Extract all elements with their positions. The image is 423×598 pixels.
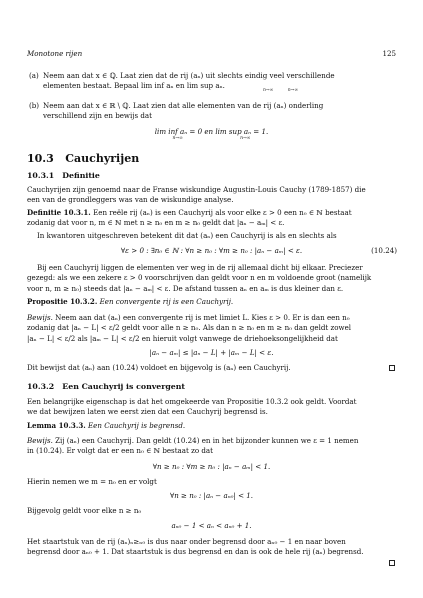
subsection-number: 10.3.1 bbox=[27, 171, 55, 180]
intro-line2: een van de grondleggers was van de wiskundige analyse. bbox=[27, 195, 234, 205]
bounded-equation-2: ∀n ≥ n₀ : |aₙ − aₙ₀| < 1. bbox=[169, 491, 254, 500]
exercise-a-label: (a) bbox=[29, 71, 39, 80]
proposition-text: Een convergente rij is een Cauchyrij. bbox=[99, 297, 234, 306]
page-number: 125 bbox=[382, 49, 396, 58]
subsection2-number: 10.3.2 bbox=[27, 382, 55, 391]
qed-square-icon bbox=[389, 560, 395, 566]
proposition-block bbox=[27, 297, 399, 307]
definition-block bbox=[27, 208, 399, 229]
explanation-line2: gezegd: als we een zekere ε > 0 voorschrijven dan geldt voor n en m voldoende groot (namelijk bbox=[27, 273, 372, 283]
explanation-line1: Bij een Cauchyrij liggen de elementen ver weg in de rij allemaal dicht bij elkaar. Preciezer bbox=[37, 263, 363, 272]
subsection2-title: Een Cauchyrij is convergent bbox=[62, 382, 186, 391]
bounded-equation-1: ∀n ≥ n₀ : ∀m ≥ n₀ : |aₙ − aₘ| < 1. bbox=[152, 462, 271, 471]
proof2-label: Bewijs. bbox=[27, 436, 53, 445]
intro-paragraph bbox=[27, 185, 399, 206]
exercise-b-label: (b) bbox=[29, 101, 40, 110]
definition-line1: Een reële rij (aₙ) is een Cauchyrij als voor elke ε > 0 een n₀ ∈ ℕ bestaat bbox=[93, 208, 352, 217]
proof2-line1: Zij (aₙ) een Cauchyrij. Dan geldt (10.24) en in het bijzonder kunnen we ε = 1 nemen bbox=[55, 436, 359, 445]
intro-line1: Cauchyrijen zijn genoemd naar de Franse wiskundige Augustin-Louis Cauchy (1789-1857) die bbox=[27, 185, 366, 194]
exercise-a-limit-subscript: n→∞ n→∞ bbox=[263, 88, 299, 93]
proof-label: Bewijs. bbox=[27, 313, 53, 322]
proof1-line2: zodanig dat |aₙ − L| < ε/2 geldt voor alle n ≥ n₀. Als dan n ≥ n₀ en m ≥ n₀ dan geldt zowel bbox=[27, 323, 352, 333]
proof-lemma bbox=[27, 436, 399, 457]
proof1-conclusion: Dit bewijst dat (aₙ) aan (10.24) voldoet en bijgevolg is (aₙ) een Cauchyrij. bbox=[27, 363, 291, 372]
subsection-title: Definitie bbox=[62, 171, 100, 180]
subsection-heading-definitie bbox=[27, 171, 100, 180]
proof2-line3: Hierin nemen we m = n₀ en er volgt bbox=[27, 477, 157, 486]
proposition-label: Propositie 10.3.2. bbox=[27, 297, 98, 306]
exercise-b-line1: Neem aan dat x ∈ ℝ \ ℚ. Laat zien dat alle elementen van de rij (aₙ) onderling bbox=[43, 101, 324, 110]
explanation-line3: voor n, m ≥ n₀) steeds dat |aₙ − aₘ| < ε. De afstand tussen aₙ en aₘ is dus kleiner dan ε. bbox=[27, 283, 344, 293]
exercise-a bbox=[29, 71, 399, 92]
proof2-line2: in (10.24). Er volgt dat er een n₀ ∈ ℕ bestaat zo dat bbox=[27, 446, 213, 456]
converse-line1: Een belangrijke eigenschap is dat het omgekeerde van Propositie 10.3.2 ook geldt. Voordat bbox=[27, 397, 357, 406]
converse-line2: we dat bewijzen laten we eerst zien dat een Cauchyrij begrensd is. bbox=[27, 407, 268, 417]
exercise-a-line2: elementen bestaat. Bepaal lim inf aₙ en lim sup aₙ. bbox=[43, 81, 225, 91]
section-number: 10.3 bbox=[27, 152, 54, 165]
equation-number-10-24: (10.24) bbox=[371, 246, 397, 255]
proof2-line5: Het staartstuk van de rij (aₙ)ₙ≥ₙ₀ is dus naar onder begrensd door aₙ₀ − 1 en naar boven bbox=[27, 537, 346, 546]
converse-paragraph bbox=[27, 397, 399, 418]
cauchy-equation bbox=[0, 246, 423, 256]
running-header-title: Monotone rijen bbox=[27, 49, 83, 58]
proof2-line4: Bijgevolg geldt voor elke n ≥ n₀ bbox=[27, 506, 142, 515]
triangle-inequality-equation: |aₙ − aₘ| ≤ |aₙ − L| + |aₘ − L| < ε. bbox=[149, 348, 274, 357]
qed-square-icon bbox=[389, 365, 395, 371]
proof1-line3: |aₙ − L| < ε/2 als |aₘ − L| < ε/2 en hieruit volgt vanwege de driehoeksongelijkheid dat bbox=[27, 333, 338, 343]
proof2-line6: begrensd door aₙ₀ + 1. Dat staartstuk is dus begrensd en dan is ook de hele rij (aₙ) begrensd. bbox=[27, 547, 364, 557]
exercise-b-equation: lim inf aₙ = 0 en lim sup aₙ = 1. bbox=[154, 127, 269, 136]
section-title: Cauchyrijen bbox=[65, 152, 140, 165]
lemma-label: Lemma 10.3.3. bbox=[27, 421, 86, 430]
section-heading bbox=[27, 152, 139, 165]
proof-proposition bbox=[27, 313, 399, 344]
bounded-equation-3: aₙ₀ − 1 < aₙ < aₙ₀ + 1. bbox=[171, 521, 252, 530]
quantifier-intro: In kwantoren uitgeschreven betekent dit dat (aₙ) een Cauchyrij is als en slechts als bbox=[37, 231, 337, 240]
exercise-a-line1: Neem aan dat x ∈ ℚ. Laat zien dat de rij (aₙ) uit slechts eindig veel verschillende bbox=[43, 71, 335, 80]
explanation-paragraph bbox=[27, 263, 399, 294]
proof2-conclusion bbox=[27, 537, 399, 558]
exercise-b-equation-subscript: n→∞ n→∞ bbox=[172, 136, 251, 141]
proof1-line1: Neem aan dat (aₙ) een convergente rij is met limiet L. Kies ε > 0. Er is dan een n₀ bbox=[55, 313, 350, 322]
exercise-b-line2: verschillend zijn en bewijs dat bbox=[43, 111, 152, 121]
definition-label: Definitie 10.3.1. bbox=[27, 208, 91, 217]
cauchy-equation-formula: ∀ε > 0 : ∃n₀ ∈ ℕ : ∀n ≥ n₀ : ∀m ≥ n₀ : |aₙ − aₘ| < ε. bbox=[120, 246, 303, 255]
lemma-text: Een Cauchyrij is begrensd. bbox=[88, 421, 186, 430]
subsection-heading-convergent bbox=[27, 382, 185, 391]
exercise-b bbox=[29, 101, 399, 122]
definition-line2: zodanig dat voor n, m ∈ ℕ met n ≥ n₀ en m ≥ n₀ geldt dat |aₙ − aₘ| < ε. bbox=[27, 218, 285, 228]
lemma-block bbox=[27, 421, 399, 431]
